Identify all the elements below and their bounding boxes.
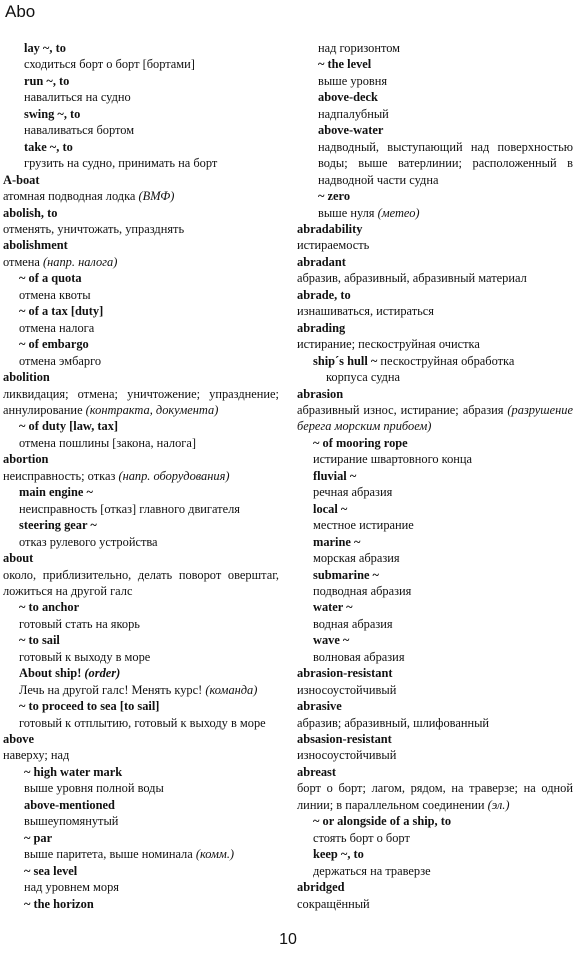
dictionary-entry-definition (3, 155, 279, 171)
running-head: Abo (5, 2, 36, 21)
dictionary-entry-definition (297, 550, 573, 566)
entry-term: about (3, 551, 34, 566)
entry-term: abridged (297, 880, 345, 895)
entry-label: (команда) (205, 682, 258, 697)
entry-label: (комм.) (195, 847, 235, 862)
entry-term: absasion-resistant (297, 732, 392, 747)
entry-term: ~ of a tax [duty] (19, 304, 104, 319)
dictionary-entry-headword (297, 122, 573, 138)
entry-term: ~ of a quota (19, 271, 82, 286)
entry-text: истирание швартовного конца (313, 452, 473, 467)
dictionary-entry-definition (297, 73, 573, 89)
dictionary-entry-definition (3, 846, 279, 862)
dictionary-entry-headword (297, 764, 573, 780)
entry-text: пескоструйная обработка (380, 353, 515, 368)
entry-text: стоять борт о борт (313, 830, 410, 845)
dictionary-entry-definition (297, 896, 573, 912)
entry-text: изнашиваться, истираться (297, 304, 434, 319)
dictionary-entry-headword (3, 451, 279, 467)
dictionary-entry-headword (3, 517, 279, 533)
entry-text: отмена пошлины [закона, налога] (19, 435, 197, 450)
dictionary-entry-headword (297, 731, 573, 747)
dictionary-entry-definition (297, 583, 573, 599)
entry-term: abreast (297, 764, 337, 779)
entry-text: держаться на траверзе (313, 863, 431, 878)
dictionary-entry-definition (3, 813, 279, 829)
dictionary-entry-definition (297, 205, 573, 221)
entry-label: (ВМФ) (138, 189, 175, 204)
dictionary-entry-definition (297, 336, 573, 352)
dictionary-entry-headword (3, 418, 279, 434)
dictionary-entry-definition (297, 830, 573, 846)
entry-term: ~ to sail (19, 633, 60, 648)
left-column (3, 40, 279, 912)
entry-term: marine ~ (313, 534, 361, 549)
dictionary-entry-definition (3, 188, 279, 204)
entry-term: abradant (297, 254, 346, 269)
dictionary-entry-definition (3, 122, 279, 138)
entry-term: ~ par (24, 830, 53, 845)
entry-term: ~ of embargo (19, 337, 89, 352)
dictionary-entry-definition (297, 517, 573, 533)
dictionary-entry-definition (3, 56, 279, 72)
entry-text: местное истирание (313, 518, 414, 533)
dictionary-entry-definition (297, 40, 573, 56)
entry-text: износоустойчивый (297, 682, 397, 697)
entry-term: ~ sea level (24, 863, 78, 878)
entry-text: выше уровня (318, 73, 388, 88)
entry-text: грузить на судно, принимать на борт (24, 156, 218, 171)
dictionary-entry-definition (3, 435, 279, 451)
entry-text: отмена (3, 254, 44, 269)
dictionary-entry-headword (297, 468, 573, 484)
entry-text: речная абразия (313, 485, 393, 500)
dictionary-entry-definition (297, 451, 573, 467)
entry-term: abortion (3, 452, 49, 467)
dictionary-entry-headword (297, 501, 573, 517)
entry-term: local ~ (313, 501, 348, 516)
dictionary-entry-definition (3, 287, 279, 303)
entry-term: About ship! (19, 666, 85, 681)
entry-term: abrasion (297, 386, 344, 401)
dictionary-entry-definition (3, 386, 279, 419)
dictionary-entry-headword (3, 698, 279, 714)
entry-text: сходиться борт о борт [бортами] (24, 57, 195, 72)
dictionary-entry-headword (3, 731, 279, 747)
entry-term: lay ~, to (24, 41, 66, 55)
entry-term: steering gear ~ (19, 518, 97, 533)
dictionary-entry-definition (3, 780, 279, 796)
entry-term: ~ to proceed to sea [to sail] (19, 699, 160, 714)
dictionary-entry-definition (3, 254, 279, 270)
dictionary-entry-headword (297, 599, 573, 615)
entry-term: swing ~, to (24, 106, 81, 121)
entry-term: abradability (297, 221, 363, 236)
entry-term: (order) (84, 666, 121, 681)
entry-term: ship´s hull ~ (313, 353, 381, 368)
dictionary-entry-definition (3, 747, 279, 763)
entry-text: около, приблизительно, делать поворот оверштаг, ложиться на другой галс (3, 567, 279, 598)
entry-text: абразивный износ, истирание; абразия (297, 402, 508, 417)
entry-text: над горизонтом (318, 41, 401, 55)
entry-text: выше паритета, выше номинала (24, 847, 196, 862)
entry-text: морская абразия (313, 551, 400, 566)
dictionary-entry-headword (297, 435, 573, 451)
entry-term: ~ of duty [law, tax] (19, 419, 119, 434)
entry-term: main engine ~ (19, 485, 93, 500)
dictionary-entry-definition (297, 863, 573, 879)
dictionary-entry-headword (3, 40, 279, 56)
entry-text: отменять, уничтожать, упразднять (3, 221, 185, 236)
dictionary-entry-definition (3, 468, 279, 484)
dictionary-entry-definition (297, 649, 573, 665)
entry-term: above-deck (318, 90, 378, 105)
dictionary-entry-definition (3, 616, 279, 632)
dictionary-entry-headword (297, 846, 573, 862)
dictionary-entry-definition (297, 369, 573, 385)
dictionary-entry-definition (297, 715, 573, 731)
dictionary-entry-headword (3, 237, 279, 253)
entry-term: abrading (297, 320, 346, 335)
dictionary-entry-definition (297, 402, 573, 435)
entry-text: неисправность; отказ (3, 468, 119, 483)
right-column (297, 40, 573, 912)
dictionary-entry-definition (3, 879, 279, 895)
dictionary-entry-headword (297, 879, 573, 895)
entry-text: абразив; абразивный, шлифованный (297, 715, 490, 730)
dictionary-entry-definition (297, 237, 573, 253)
entry-term: ~ the level (318, 57, 372, 72)
dictionary-entry-definition (297, 270, 573, 286)
dictionary-entry-definition (3, 89, 279, 105)
dictionary-entry-definition (297, 106, 573, 122)
dictionary-entry-headword (3, 764, 279, 780)
dictionary-entry-headword (297, 632, 573, 648)
dictionary-entry-definition (297, 616, 573, 632)
entry-term: above-mentioned (24, 797, 115, 812)
dictionary-entry-headword (297, 813, 573, 829)
dictionary-entry-headword (3, 369, 279, 385)
dictionary-entry-headword (3, 106, 279, 122)
entry-text: навалиться на судно (24, 90, 131, 105)
entry-text: абразив, абразивный, абразивный материал (297, 271, 527, 286)
entry-text: отказ рулевого устройства (19, 534, 158, 549)
dictionary-entry-headword (297, 320, 573, 336)
entry-text: отмена эмбарго (19, 353, 102, 368)
entry-term: ~ to anchor (19, 600, 80, 615)
dictionary-entry-headword (297, 386, 573, 402)
entry-text: над уровнем моря (24, 880, 119, 895)
entry-term: ~ high water mark (24, 764, 123, 779)
entry-term: submarine ~ (313, 567, 379, 582)
entry-term: ~ zero (318, 189, 351, 204)
entry-text: истираемость (297, 238, 370, 253)
entry-text: волновая абразия (313, 649, 405, 664)
entry-text: готовый к отплытию, готовый к выходу в море (19, 715, 266, 730)
entry-text: готовый стать на якорь (19, 616, 140, 631)
entry-text: истирание; пескоструйная очистка (297, 337, 480, 352)
dictionary-entry-definition (3, 649, 279, 665)
dictionary-entry-headword (297, 665, 573, 681)
dictionary-entry-headword (297, 567, 573, 583)
entry-term: abolish, to (3, 205, 58, 220)
dictionary-entry-headword (3, 484, 279, 500)
dictionary-entry-headword (3, 896, 279, 912)
dictionary-entry-headword (297, 287, 573, 303)
entry-term: above-water (318, 123, 384, 138)
entry-term: abolishment (3, 238, 68, 253)
dictionary-entry-definition (3, 534, 279, 550)
dictionary-entry-headword (297, 353, 573, 369)
dictionary-entry-definition (297, 780, 573, 813)
dictionary-entry-headword (297, 56, 573, 72)
entry-text: борт о борт; лагом, рядом, на траверзе; на одной линии; в параллельном соединении (297, 781, 573, 812)
entry-term: fluvial ~ (313, 468, 357, 483)
dictionary-entry-headword (3, 632, 279, 648)
entry-text: подводная абразия (313, 583, 412, 598)
dictionary-entry-definition (3, 353, 279, 369)
entry-label: (эл.) (487, 797, 510, 812)
entry-label: (напр. налога) (43, 254, 118, 269)
dictionary-entry-definition (3, 221, 279, 237)
dictionary-entry-definition (297, 747, 573, 763)
entry-text: наверху; над (3, 748, 70, 763)
dictionary-entry-definition (3, 320, 279, 336)
dictionary-entry-definition (3, 715, 279, 731)
entry-text: атомная подводная лодка (3, 189, 139, 204)
entry-term: A-boat (3, 172, 40, 187)
dictionary-entry-definition (297, 139, 573, 188)
entry-text: Лечь на другой галс! Менять курс! (19, 682, 206, 697)
dictionary-entry-headword (297, 221, 573, 237)
entry-text: водная абразия (313, 616, 393, 631)
entry-term: keep ~, to (313, 847, 364, 862)
entry-term: abrade, to (297, 287, 351, 302)
dictionary-entry-headword (3, 139, 279, 155)
entry-label: (контракта, документа) (85, 402, 219, 417)
entry-label: (разрушение берега морским прибоем) (297, 402, 573, 434)
dictionary-entry-headword (297, 698, 573, 714)
entry-term: wave ~ (313, 633, 350, 648)
dictionary-entry-headword (297, 534, 573, 550)
dictionary-entry-headword (3, 73, 279, 89)
entry-text: сокращённый (297, 896, 370, 911)
dictionary-entry-headword (3, 336, 279, 352)
entry-text: надпалубный (318, 106, 389, 121)
dictionary-entry-headword (3, 303, 279, 319)
dictionary-entry-headword (3, 172, 279, 188)
dictionary-entry-definition (297, 484, 573, 500)
entry-text: неисправность [отказ] главного двигателя (19, 501, 240, 516)
dictionary-entry-headword (3, 830, 279, 846)
dictionary-entry-headword (3, 599, 279, 615)
entry-term: abrasion-resistant (297, 666, 393, 681)
entry-text: ликвидация; отмена; уничтожение; упразднение; аннулирование (3, 386, 279, 417)
entry-term: take ~, to (24, 139, 73, 154)
dictionary-entry-headword (297, 89, 573, 105)
dictionary-entry-definition (297, 682, 573, 698)
dictionary-entry-definition (3, 567, 279, 600)
dictionary-entry-headword (3, 270, 279, 286)
entry-term: run ~, to (24, 73, 70, 88)
dictionary-entry-definition (297, 303, 573, 319)
dictionary-entry-definition (3, 501, 279, 517)
entry-text: износоустойчивый (297, 748, 397, 763)
entry-text: надводный, выступающий над поверхностью воды; выше ватерлинии; расположенный в надводной части судна (318, 139, 573, 187)
entry-term: ~ the horizon (24, 896, 94, 911)
entry-text: корпуса судна (326, 370, 401, 385)
entry-label: (напр. оборудования) (118, 468, 230, 483)
dictionary-entry-headword (297, 254, 573, 270)
dictionary-entry-headword (3, 550, 279, 566)
entry-term: abolition (3, 370, 50, 385)
entry-text: выше уровня полной воды (24, 781, 164, 796)
entry-label: (метео) (377, 205, 420, 220)
dictionary-entry-headword (3, 665, 279, 681)
entry-text: отмена квоты (19, 287, 91, 302)
dictionary-entry-headword (3, 205, 279, 221)
entry-text: выше нуля (318, 205, 378, 220)
entry-term: water ~ (313, 600, 353, 615)
dictionary-entry-headword (3, 797, 279, 813)
page-number: 10 (279, 931, 297, 948)
dictionary-entry-definition (3, 682, 279, 698)
entry-text: отмена налога (19, 320, 95, 335)
entry-text: готовый к выходу в море (19, 649, 151, 664)
entry-text: наваливаться бортом (24, 123, 135, 138)
entry-term: above (3, 732, 34, 747)
entry-term: ~ or alongside of a ship, to (313, 814, 452, 829)
entry-term: abrasive (297, 699, 342, 714)
entry-text: вышеупомянутый (24, 814, 119, 829)
dictionary-entry-headword (297, 188, 573, 204)
entry-term: ~ of mooring rope (313, 435, 408, 450)
dictionary-entry-headword (3, 863, 279, 879)
